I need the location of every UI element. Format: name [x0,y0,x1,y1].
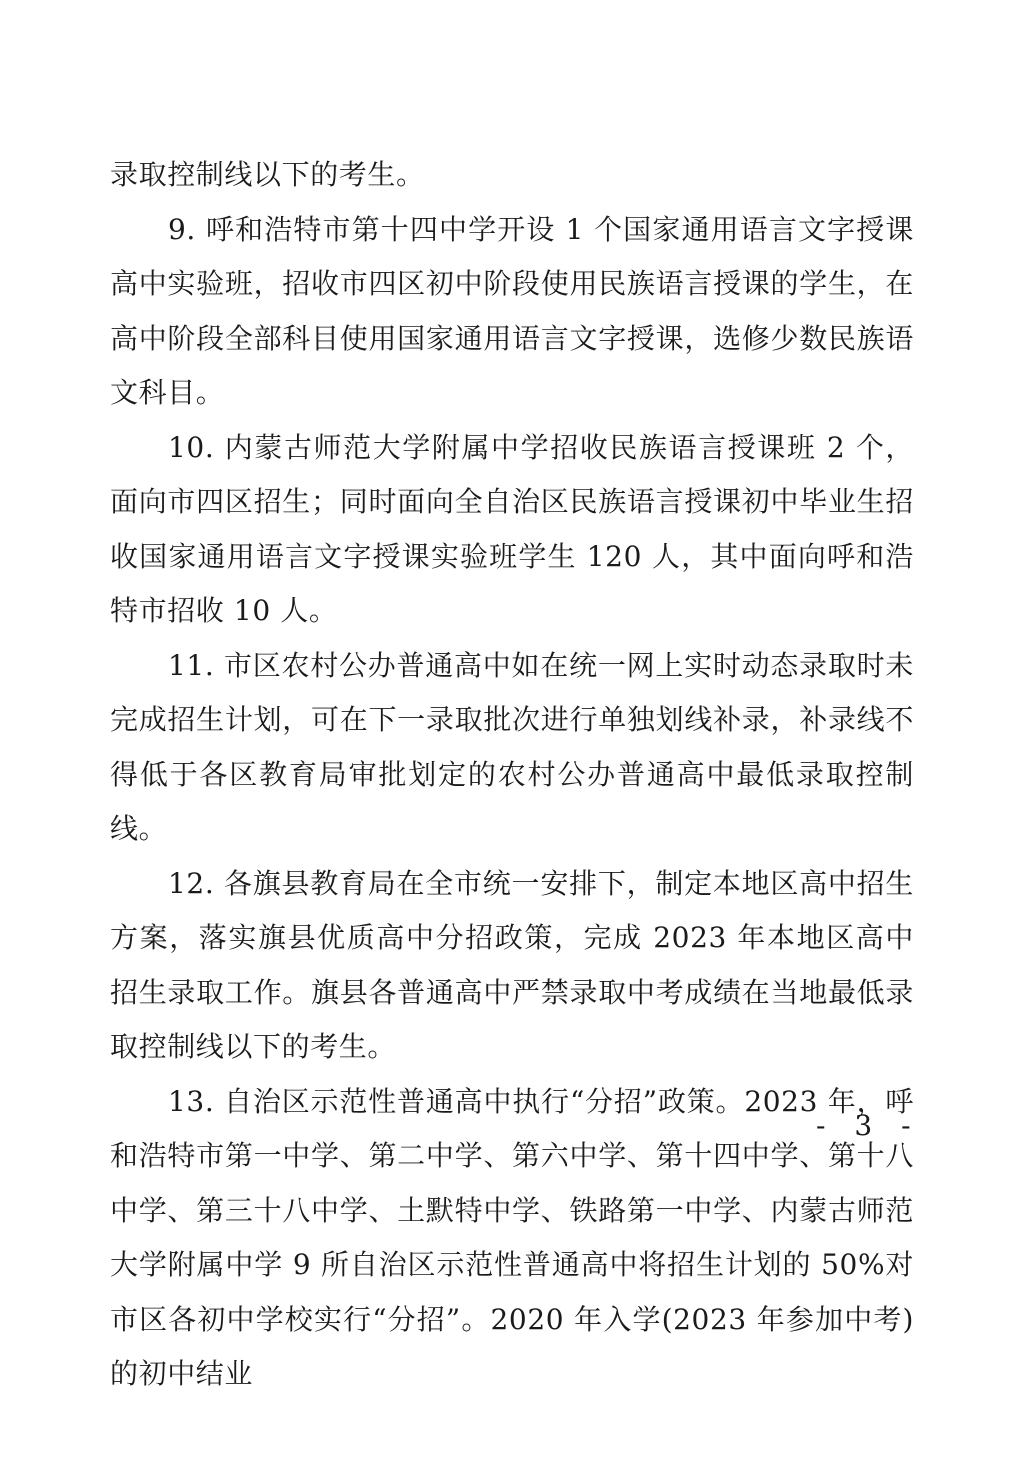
paragraph-item-11: 11. 市区农村公办普通高中如在统一网上实时动态录取时未完成招生计划，可在下一录取批次进行单独划线补录，补录线不得低于各区教育局审批划定的农村公办普通高中最低录取控制线。 [110,648,914,845]
paragraph-item-10: 10. 内蒙古师范大学附属中学招收民族语言授课班 2 个，面向市四区招生；同时面向全自治区民族语言授课初中毕业生招收国家通用语言文字授课实验班学生 120 人，其中面向呼和浩特市招收 10 人。 [110,430,914,627]
paragraph-item-12: 12. 各旗县教育局在全市统一安排下，制定本地区高中招生方案，落实旗县优质高中分招政策，完成 2023 年本地区高中招生录取工作。旗县各普通高中严禁录取中考成绩在当地最低录取控制线以下的考生。 [110,866,914,1063]
document-body [110,148,914,1402]
paragraph-item-13: 13. 自治区示范性普通高中执行“分招”政策。2023 年，呼和浩特市第一中学、第二中学、第六中学、第十四中学、第十八中学、第三十八中学、土默特中学、铁路第一中学、内蒙古师范大学附属中学 9 所自治区示范性普通高中将招生计划的 50%对市区各初中学校实行“分招”。2020 年入学(2023 年参加中考)的初中结业 [110,1084,914,1390]
paragraph-item-9: 9. 呼和浩特市第十四中学开设 1 个国家通用语言文字授课高中实验班，招收市四区初中阶段使用民族语言授课的学生，在高中阶段全部科目使用国家通用语言文字授课，选修少数民族语文科目。 [110,212,914,409]
paragraph-continuation: 录取控制线以下的考生。 [110,158,425,191]
page-number: - 3 - [816,1109,921,1142]
